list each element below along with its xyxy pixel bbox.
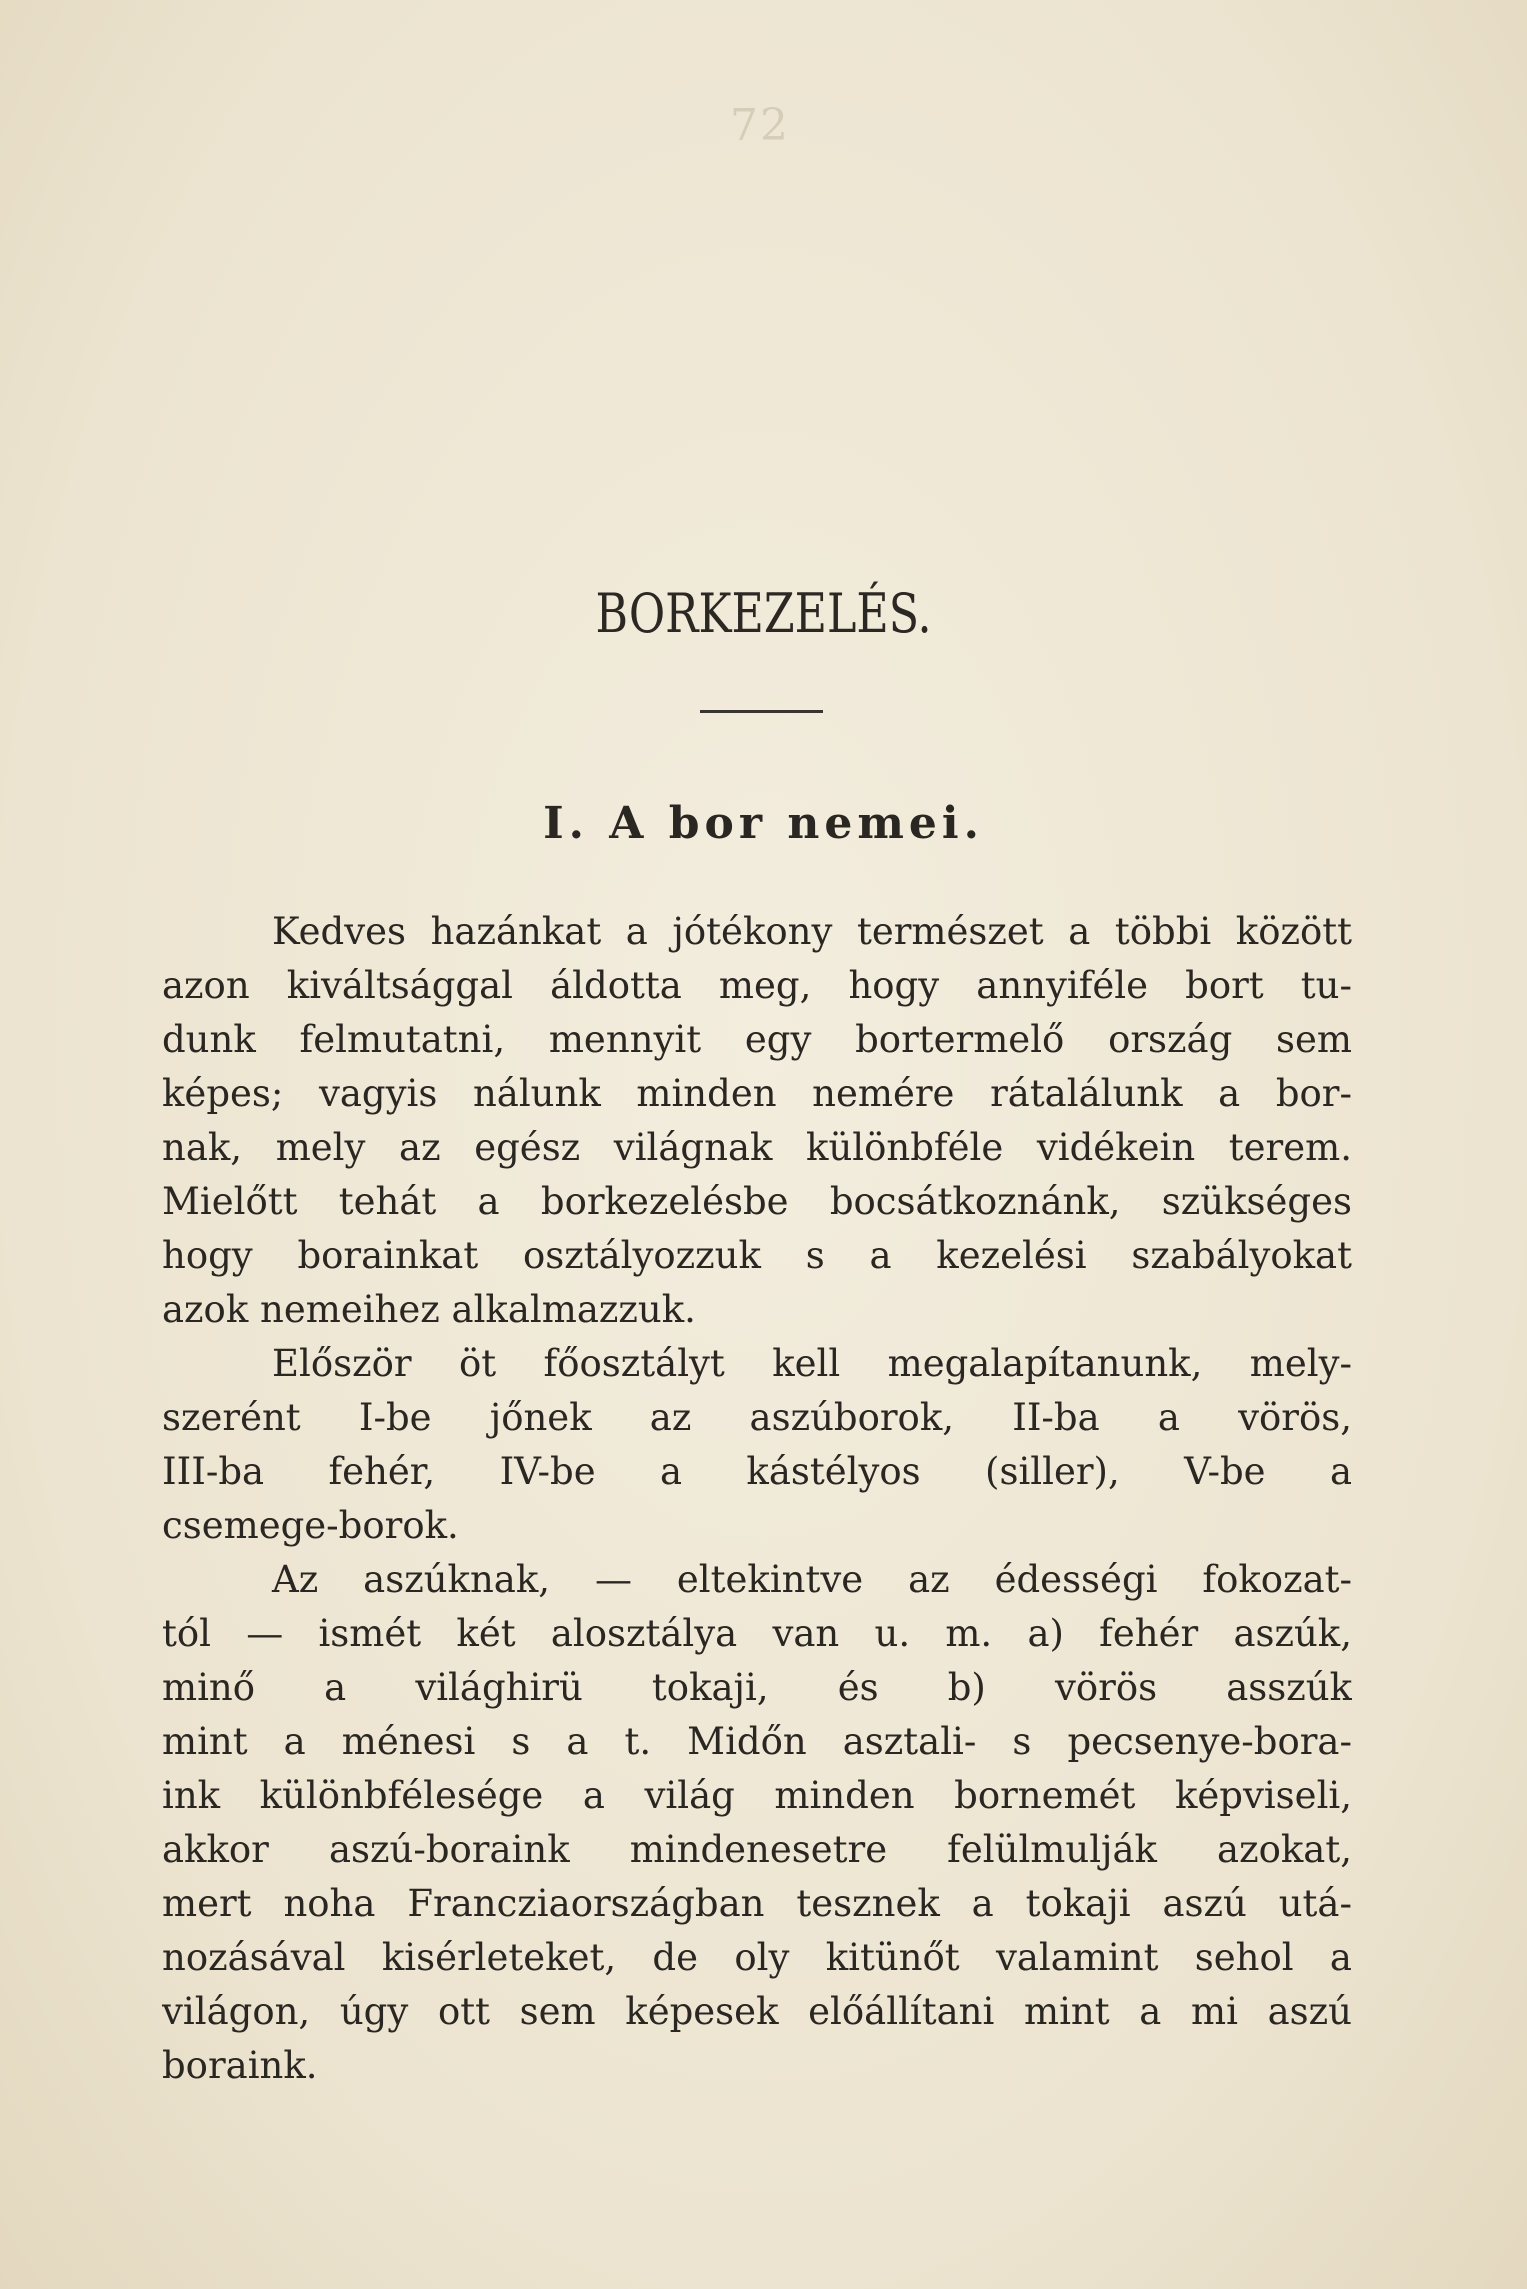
page-title: BORKEZELÉS. xyxy=(595,582,932,645)
text-line: mert noha Francziaországban tesznek a tokaji aszú utá- xyxy=(162,1882,1352,1925)
text-line: nozásával kisérleteket, de oly kitünőt valamint sehol a xyxy=(162,1936,1352,1979)
text-line: Először öt főosztályt kell megalapítanunk, mely- xyxy=(272,1342,1352,1385)
text-line: Az aszúknak, — eltekintve az édességi fokozat- xyxy=(272,1558,1352,1601)
text-line: azok nemeihez alkalmazzuk. xyxy=(162,1288,696,1331)
text-line: boraink. xyxy=(162,2044,318,2087)
title-divider xyxy=(700,710,823,713)
text-line: azon kiváltsággal áldotta meg, hogy annyiféle bort tu- xyxy=(162,964,1352,1007)
text-line: képes; vagyis nálunk minden nemére rátalálunk a bor- xyxy=(162,1072,1352,1115)
section-heading: I. A bor nemei. xyxy=(543,798,984,849)
text-line: tól — ismét két alosztálya van u. m. a) fehér aszúk, xyxy=(162,1612,1352,1655)
text-line: nak, mely az egész világnak különbféle vidékein terem. xyxy=(162,1126,1352,1169)
text-line: minő a világhirü tokaji, és b) vörös asszúk xyxy=(162,1666,1352,1709)
text-line: hogy borainkat osztályozzuk s a kezelési szabályokat xyxy=(162,1234,1352,1277)
text-line: világon, úgy ott sem képesek előállítani mint a mi aszú xyxy=(162,1990,1352,2033)
text-line: szerént I-be jőnek az aszúborok, II-ba a vörös, xyxy=(162,1396,1352,1439)
text-line: akkor aszú-boraink mindenesetre felülmulják azokat, xyxy=(162,1828,1352,1871)
text-line: dunk felmutatni, mennyit egy bortermelő ország sem xyxy=(162,1018,1352,1061)
text-line: III-ba fehér, IV-be a kástélyos (siller), V-be a xyxy=(162,1450,1352,1493)
text-line: ink különbfélesége a világ minden bornemét képviseli, xyxy=(162,1774,1352,1817)
page-number: 72 xyxy=(730,100,790,151)
text-line: mint a ménesi s a t. Midőn asztali- s pecsenye-bora- xyxy=(162,1720,1352,1763)
text-line: Kedves hazánkat a jótékony természet a többi között xyxy=(272,910,1352,953)
text-line: csemege-borok. xyxy=(162,1504,459,1547)
text-line: Mielőtt tehát a borkezelésbe bocsátkoznánk, szükséges xyxy=(162,1180,1352,1223)
body-text xyxy=(162,905,1352,2093)
